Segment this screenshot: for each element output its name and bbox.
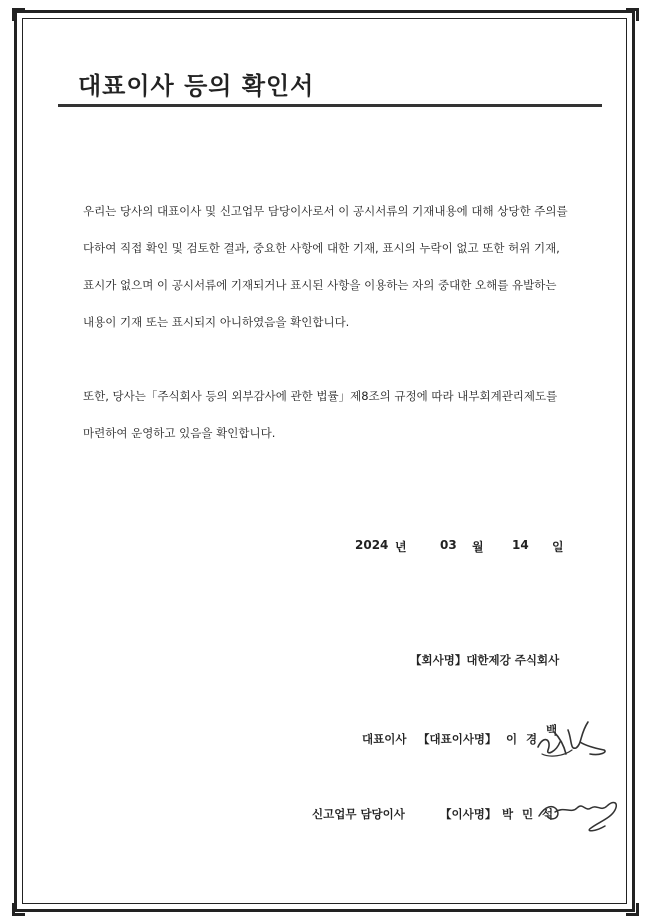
paragraph-line: 또한, 당사는「주식회사 등의 외부감사에 관한 법률」제8조의 규정에 따라 내부회계관리제도를: [83, 389, 558, 403]
corner-ornament: [12, 903, 25, 916]
title-underline: [58, 104, 602, 107]
ceo-name-char: 경: [526, 732, 538, 746]
document-title: 대표이사 등의 확인서: [78, 72, 315, 100]
company-name: 【회사명】대한제강 주식회사: [410, 653, 560, 667]
officer-name-char: 박: [502, 807, 514, 821]
ceo-role: 대표이사: [362, 732, 407, 746]
inner-border: [22, 18, 627, 904]
officer-name-char: 민: [522, 807, 534, 821]
officer-signature: [535, 792, 625, 834]
date-year-unit: 년: [395, 540, 407, 554]
officer-label: 【이사명】: [440, 807, 497, 821]
document-date: [355, 538, 585, 558]
ceo-signature: [530, 712, 615, 762]
corner-ornament: [626, 8, 639, 21]
date-month: 03: [440, 538, 457, 552]
ceo-name-char: 이: [506, 732, 518, 746]
paragraph-line: 마련하여 운영하고 있음을 확인합니다.: [83, 426, 276, 440]
date-day: 14: [512, 538, 529, 552]
officer-role: 신고업무 담당이사: [312, 807, 405, 821]
ceo-name-char: 백: [546, 723, 558, 737]
internal-control-paragraph: [83, 378, 608, 452]
paragraph-line: 우리는 당사의 대표이사 및 신고업무 담당이사로서 이 공시서류의 기재내용에 대해 상당한 주의를: [83, 204, 568, 218]
date-month-unit: 월: [472, 540, 484, 554]
corner-ornament: [626, 903, 639, 916]
ceo-label: 【대표이사명】: [418, 732, 497, 746]
paragraph-line: 내용이 기재 또는 표시되지 아니하였음을 확인합니다.: [83, 315, 350, 329]
confirmation-paragraph: [83, 193, 608, 341]
officer-name-char: 석: [542, 807, 554, 821]
date-day-unit: 일: [552, 540, 564, 554]
corner-ornament: [12, 8, 25, 21]
paragraph-line: 다하여 직접 확인 및 검토한 결과, 중요한 사항에 대한 기재, 표시의 누락이 없고 또한 허위 기재,: [83, 241, 560, 255]
date-year: 2024: [355, 538, 389, 552]
paragraph-line: 표시가 없으며 이 공시서류에 기재되거나 표시된 사항을 이용하는 자의 중대한 오해를 유발하는: [83, 278, 557, 292]
